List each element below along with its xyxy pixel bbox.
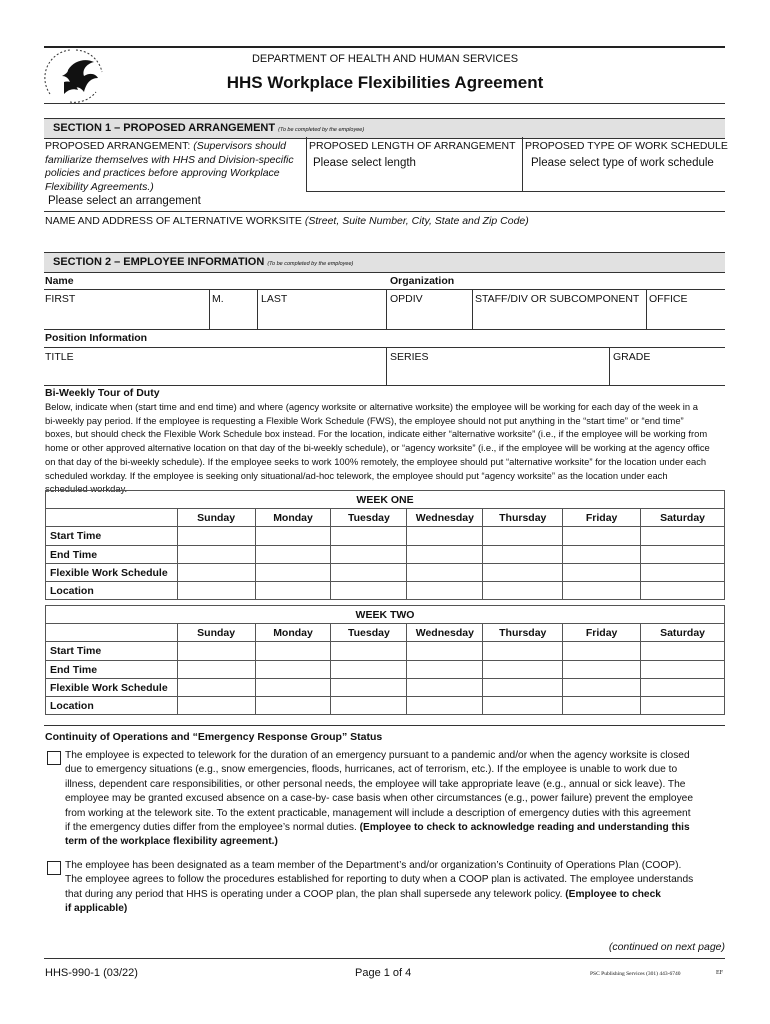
title-input[interactable] bbox=[44, 364, 385, 384]
table-row bbox=[46, 582, 725, 600]
office-input[interactable] bbox=[647, 306, 725, 328]
location-cell[interactable] bbox=[177, 582, 255, 600]
row-label: End Time bbox=[46, 661, 178, 679]
series-input[interactable] bbox=[387, 364, 608, 384]
day-header: Tuesday bbox=[331, 624, 407, 642]
section2-title: SECTION 2 – EMPLOYEE INFORMATION bbox=[53, 256, 265, 268]
end-time-cell[interactable] bbox=[331, 661, 407, 679]
length-label: PROPOSED LENGTH OF ARRANGEMENT bbox=[309, 140, 516, 152]
coop-text: The employee has been designated as a team member of the Department’s and/or organization’s Continuity of Operations Plan (COOP). The employee agrees to follow the procedures established for reporting to duty when a COOP plan is activated. The employee understands that during any period that HHS is operating under a COOP plan, the plan shall supersede any telework policy. (Employee to check if applicable) bbox=[65, 860, 694, 915]
week-two-label: WEEK TWO bbox=[46, 606, 725, 624]
name-heading: Name bbox=[45, 275, 74, 287]
row-label: Location bbox=[46, 697, 178, 715]
fws-cell[interactable] bbox=[255, 564, 331, 582]
location-cell[interactable] bbox=[331, 582, 407, 600]
end-time-cell[interactable] bbox=[177, 546, 255, 564]
form-title: HHS Workplace Flexibilities Agreement bbox=[226, 73, 544, 92]
day-header: Sunday bbox=[177, 509, 255, 527]
section1-note: (To be completed by the employee) bbox=[278, 127, 365, 133]
location-cell[interactable] bbox=[483, 697, 563, 715]
department-name: DEPARTMENT OF HEALTH AND HUMAN SERVICES bbox=[251, 53, 519, 65]
first-name-input[interactable] bbox=[44, 306, 208, 328]
middle-initial-label: M. bbox=[212, 293, 224, 305]
first-name-label: FIRST bbox=[45, 293, 76, 305]
fws-cell[interactable] bbox=[407, 564, 483, 582]
tour-instructions: Below, indicate when (start time and end time) and where (agency worksite or alternative worksite) the employee will be working for each day of the week in a bi-weekly pay period. If the employee is requesting a Flexible Work Schedule (FWS), the employee should not put anything in the “start time” or “end time” boxes, but should check the Flexible Work Schedule box instead. For the location, indicate either “alternative worksite” (i.e., if the employee will be working from home or other approved alternative location on that day of the bi-weekly schedule), or “agency worksite” (i.e., if the employee will be working at the agency office on that day of the bi-weekly schedule). If the employee seeks to work 100% remotely, the employee should put “alternative worksite” for the location under each scheduled workday. If the employee is seeking only situational/ad-hoc telework, the employee should put “agency worksite” as the location under each scheduled workday. bbox=[45, 401, 710, 495]
row-label: Location bbox=[46, 582, 178, 600]
location-cell[interactable] bbox=[641, 582, 725, 600]
day-header: Saturday bbox=[641, 624, 725, 642]
page-number: Page 1 of 4 bbox=[355, 967, 412, 979]
continuity-heading: Continuity of Operations and “Emergency Response Group” Status bbox=[45, 731, 383, 743]
start-time-cell[interactable] bbox=[563, 527, 641, 546]
worksite-input[interactable] bbox=[44, 229, 725, 251]
arrangement-select[interactable]: Please select an arrangement bbox=[48, 195, 201, 207]
coop-checkbox[interactable] bbox=[47, 861, 61, 875]
table-row bbox=[46, 697, 725, 715]
middle-initial-input[interactable] bbox=[210, 306, 256, 328]
start-time-cell[interactable] bbox=[177, 527, 255, 546]
day-header: Friday bbox=[563, 624, 641, 642]
fws-cell[interactable] bbox=[641, 564, 725, 582]
start-time-cell[interactable] bbox=[407, 527, 483, 546]
row-label: End Time bbox=[46, 546, 178, 564]
org-heading: Organization bbox=[390, 275, 455, 287]
week-one-table bbox=[45, 490, 725, 600]
table-row bbox=[46, 564, 725, 582]
location-cell[interactable] bbox=[177, 697, 255, 715]
ef-mark: EF bbox=[716, 970, 724, 976]
fws-cell[interactable] bbox=[177, 564, 255, 582]
series-label: SERIES bbox=[390, 351, 429, 363]
week-two-table bbox=[45, 605, 725, 715]
location-cell[interactable] bbox=[641, 697, 725, 715]
fws-cell[interactable] bbox=[177, 679, 255, 697]
start-time-cell[interactable] bbox=[641, 642, 725, 661]
opdiv-input[interactable] bbox=[387, 306, 471, 328]
fws-cell[interactable] bbox=[563, 679, 641, 697]
fws-cell[interactable] bbox=[255, 679, 331, 697]
end-time-cell[interactable] bbox=[641, 546, 725, 564]
location-cell[interactable] bbox=[255, 582, 331, 600]
location-cell[interactable] bbox=[331, 697, 407, 715]
row-label: Start Time bbox=[46, 527, 178, 546]
day-header: Sunday bbox=[177, 624, 255, 642]
fws-cell[interactable] bbox=[483, 679, 563, 697]
office-label: OFFICE bbox=[649, 293, 688, 305]
publisher: PSC Publishing Services (301) 443-6740 bbox=[590, 971, 681, 977]
grade-input[interactable] bbox=[610, 364, 725, 384]
start-time-cell[interactable] bbox=[331, 527, 407, 546]
table-row bbox=[46, 679, 725, 697]
table-row bbox=[46, 546, 725, 564]
section2-header bbox=[44, 252, 725, 273]
fws-cell[interactable] bbox=[563, 564, 641, 582]
start-time-cell[interactable] bbox=[255, 642, 331, 661]
start-time-cell[interactable] bbox=[483, 642, 563, 661]
row-label: Flexible Work Schedule bbox=[46, 679, 178, 697]
week-one-label: WEEK ONE bbox=[46, 491, 725, 509]
fws-cell[interactable] bbox=[641, 679, 725, 697]
end-time-cell[interactable] bbox=[177, 661, 255, 679]
section1-header bbox=[44, 118, 725, 139]
end-time-cell[interactable] bbox=[563, 661, 641, 679]
form-number: HHS-990-1 (03/22) bbox=[45, 967, 138, 979]
schedule-label: PROPOSED TYPE OF WORK SCHEDULE bbox=[525, 140, 728, 152]
emergency-telework-text: The employee is expected to telework for the duration of an emergency pursuant to a pandemic and/or when the agency worksite is closed due to emergency situations (e.g., snow emergencies, floods, hurricanes, act of terrorism, etc.). If the employee is unable to work due to illness, dependent care responsibilities, or other personal needs, the employee will take appropriate leave (e.g., annual or sick leave). The employee may be granted excused absence on a case-by- case basis when other circumstances (e.g., power failure) prevent the employee from working at the telework site. To the extent practicable, management will include a description of emergency duties with this agreement if the emergency duties differ from the employee’s normal duties. (Employee to check to acknowledge reading and understanding this term of the workplace flexibility agreement.) bbox=[65, 750, 693, 848]
emergency-telework-checkbox[interactable] bbox=[47, 751, 61, 765]
continued-note: (continued on next page) bbox=[608, 941, 725, 953]
location-cell[interactable] bbox=[255, 697, 331, 715]
end-time-cell[interactable] bbox=[255, 546, 331, 564]
end-time-cell[interactable] bbox=[563, 546, 641, 564]
start-time-cell[interactable] bbox=[483, 527, 563, 546]
opdiv-label: OPDIV bbox=[390, 293, 423, 305]
end-time-cell[interactable] bbox=[407, 546, 483, 564]
row-label: Start Time bbox=[46, 642, 178, 661]
fws-cell[interactable] bbox=[331, 564, 407, 582]
end-time-cell[interactable] bbox=[255, 661, 331, 679]
end-time-cell[interactable] bbox=[483, 661, 563, 679]
start-time-cell[interactable] bbox=[641, 527, 725, 546]
length-select[interactable]: Please select length bbox=[313, 157, 416, 169]
location-cell[interactable] bbox=[483, 582, 563, 600]
day-header: Saturday bbox=[641, 509, 725, 527]
fws-cell[interactable] bbox=[483, 564, 563, 582]
staffdiv-input[interactable] bbox=[473, 306, 645, 328]
end-time-cell[interactable] bbox=[331, 546, 407, 564]
row-label: Flexible Work Schedule bbox=[46, 564, 178, 582]
schedule-select[interactable]: Please select type of work schedule bbox=[531, 157, 714, 169]
arrangement-label: PROPOSED ARRANGEMENT: (Supervisors should familiarize themselves with HHS and Division-specific policies and practices before approving Workplace Flexibility Agreements.) bbox=[45, 140, 294, 193]
last-name-label: LAST bbox=[261, 293, 288, 305]
table-row bbox=[46, 661, 725, 679]
section2-note: (To be completed by the employee) bbox=[267, 261, 354, 267]
location-cell[interactable] bbox=[563, 582, 641, 600]
location-cell[interactable] bbox=[407, 582, 483, 600]
day-header: Friday bbox=[563, 509, 641, 527]
day-header: Tuesday bbox=[331, 509, 407, 527]
arrangement-note: (Supervisors should familiarize themselves with HHS and Division-specific policies and practices before approving Workplace Flexibility Agreements.) bbox=[45, 140, 294, 193]
table-row bbox=[46, 527, 725, 546]
tour-heading: Bi-Weekly Tour of Duty bbox=[45, 387, 160, 399]
location-cell[interactable] bbox=[563, 697, 641, 715]
end-time-cell[interactable] bbox=[641, 661, 725, 679]
start-time-cell[interactable] bbox=[331, 642, 407, 661]
start-time-cell[interactable] bbox=[177, 642, 255, 661]
start-time-cell[interactable] bbox=[255, 527, 331, 546]
day-header: Monday bbox=[255, 509, 331, 527]
start-time-cell[interactable] bbox=[563, 642, 641, 661]
worksite-label: NAME AND ADDRESS OF ALTERNATIVE WORKSITE (Street, Suite Number, City, State and Zip Code) bbox=[45, 215, 529, 227]
day-header: Wednesday bbox=[407, 624, 483, 642]
fws-cell[interactable] bbox=[407, 679, 483, 697]
title-label: TITLE bbox=[45, 351, 74, 363]
fws-cell[interactable] bbox=[331, 679, 407, 697]
day-header: Thursday bbox=[483, 624, 563, 642]
day-header: Monday bbox=[255, 624, 331, 642]
grade-label: GRADE bbox=[613, 351, 651, 363]
day-header: Thursday bbox=[483, 509, 563, 527]
start-time-cell[interactable] bbox=[407, 642, 483, 661]
worksite-note: (Street, Suite Number, City, State and Zip Code) bbox=[304, 215, 529, 227]
day-header: Wednesday bbox=[407, 509, 483, 527]
location-cell[interactable] bbox=[407, 697, 483, 715]
end-time-cell[interactable] bbox=[407, 661, 483, 679]
position-heading: Position Information bbox=[45, 332, 148, 344]
staffdiv-label: STAFF/DIV OR SUBCOMPONENT bbox=[475, 293, 640, 305]
table-row bbox=[46, 642, 725, 661]
end-time-cell[interactable] bbox=[483, 546, 563, 564]
last-name-input[interactable] bbox=[258, 306, 385, 328]
section1-title: SECTION 1 – PROPOSED ARRANGEMENT bbox=[53, 122, 276, 134]
